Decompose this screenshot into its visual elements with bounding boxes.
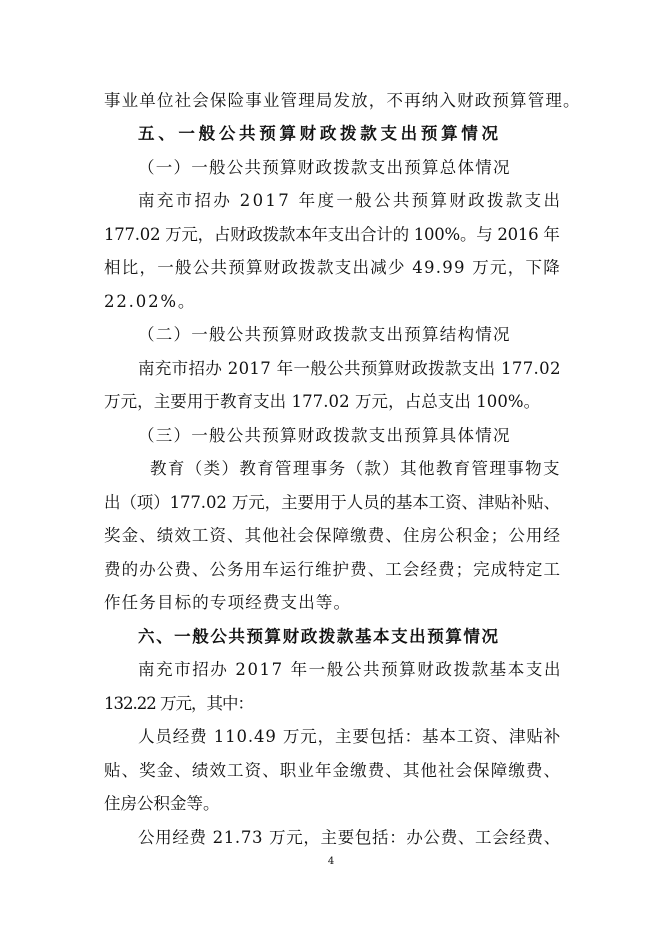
paragraph-line-19: 132.22 万元，其中： — [104, 694, 253, 713]
paragraph-line-5: 177.02 万元，占财政拨款本年支出合计的 100%。与 2016 年 — [104, 225, 560, 244]
paragraph-line-12: 教育（类）教育管理事务（款）其他教育管理事物支 — [150, 459, 561, 478]
paragraph-line-23: 公用经费 21.73 万元，主要包括：办公费、工会经费、 — [138, 828, 561, 847]
paragraph-line-13: 出（项）177.02 万元，主要用于人员的基本工资、津贴补贴、 — [104, 493, 560, 512]
paragraph-line-10: 万元，主要用于教育支出 177.02 万元，占总支出 100%。 — [104, 392, 541, 411]
paragraph-line-6: 相比，一般公共预算财政拨款支出减少 49.99 万元，下降 — [104, 258, 561, 277]
subsection-heading-5-3: （三）一般公共预算财政拨款支出预算具体情况 — [138, 426, 511, 445]
paragraph-line-21: 贴、奖金、绩效工资、职业年金缴费、其他社会保障缴费、 — [104, 761, 562, 780]
subsection-heading-5-2: （二）一般公共预算财政拨款支出预算结构情况 — [138, 325, 511, 344]
paragraph-line-18: 南充市招办 2017 年一般公共预算财政拨款基本支出 — [138, 660, 563, 679]
page-number: 4 — [327, 856, 335, 867]
paragraph-line-7: 22.02%。 — [104, 292, 197, 311]
paragraph-line-4: 南充市招办 2017 年度一般公共预算财政拨款支出 — [138, 191, 563, 210]
section-heading-5: 五、一般公共预算财政拨款支出预算情况 — [138, 124, 502, 143]
paragraph-line-16: 作任务目标的专项经费支出等。 — [104, 593, 352, 612]
section-heading-6: 六、一般公共预算财政拨款基本支出预算情况 — [138, 627, 500, 646]
paragraph-line-9: 南充市招办 2017 年一般公共预算财政拨款支出 177.02 — [138, 359, 561, 378]
paragraph-line-1: 事业单位社会保险事业管理局发放，不再纳入财政预算管理。 — [104, 91, 581, 110]
subsection-heading-5-1: （一）一般公共预算财政拨款支出预算总体情况 — [138, 158, 511, 177]
paragraph-line-20: 人员经费 110.49 万元，主要包括：基本工资、津贴补 — [138, 727, 562, 746]
paragraph-line-15: 费的办公费、公务用车运行维护费、工会经费；完成特定工 — [104, 560, 562, 579]
paragraph-line-22: 住房公积金等。 — [104, 794, 220, 813]
paragraph-line-14: 奖金、绩效工资、其他社会保障缴费、住房公积金；公用经 — [104, 526, 562, 545]
